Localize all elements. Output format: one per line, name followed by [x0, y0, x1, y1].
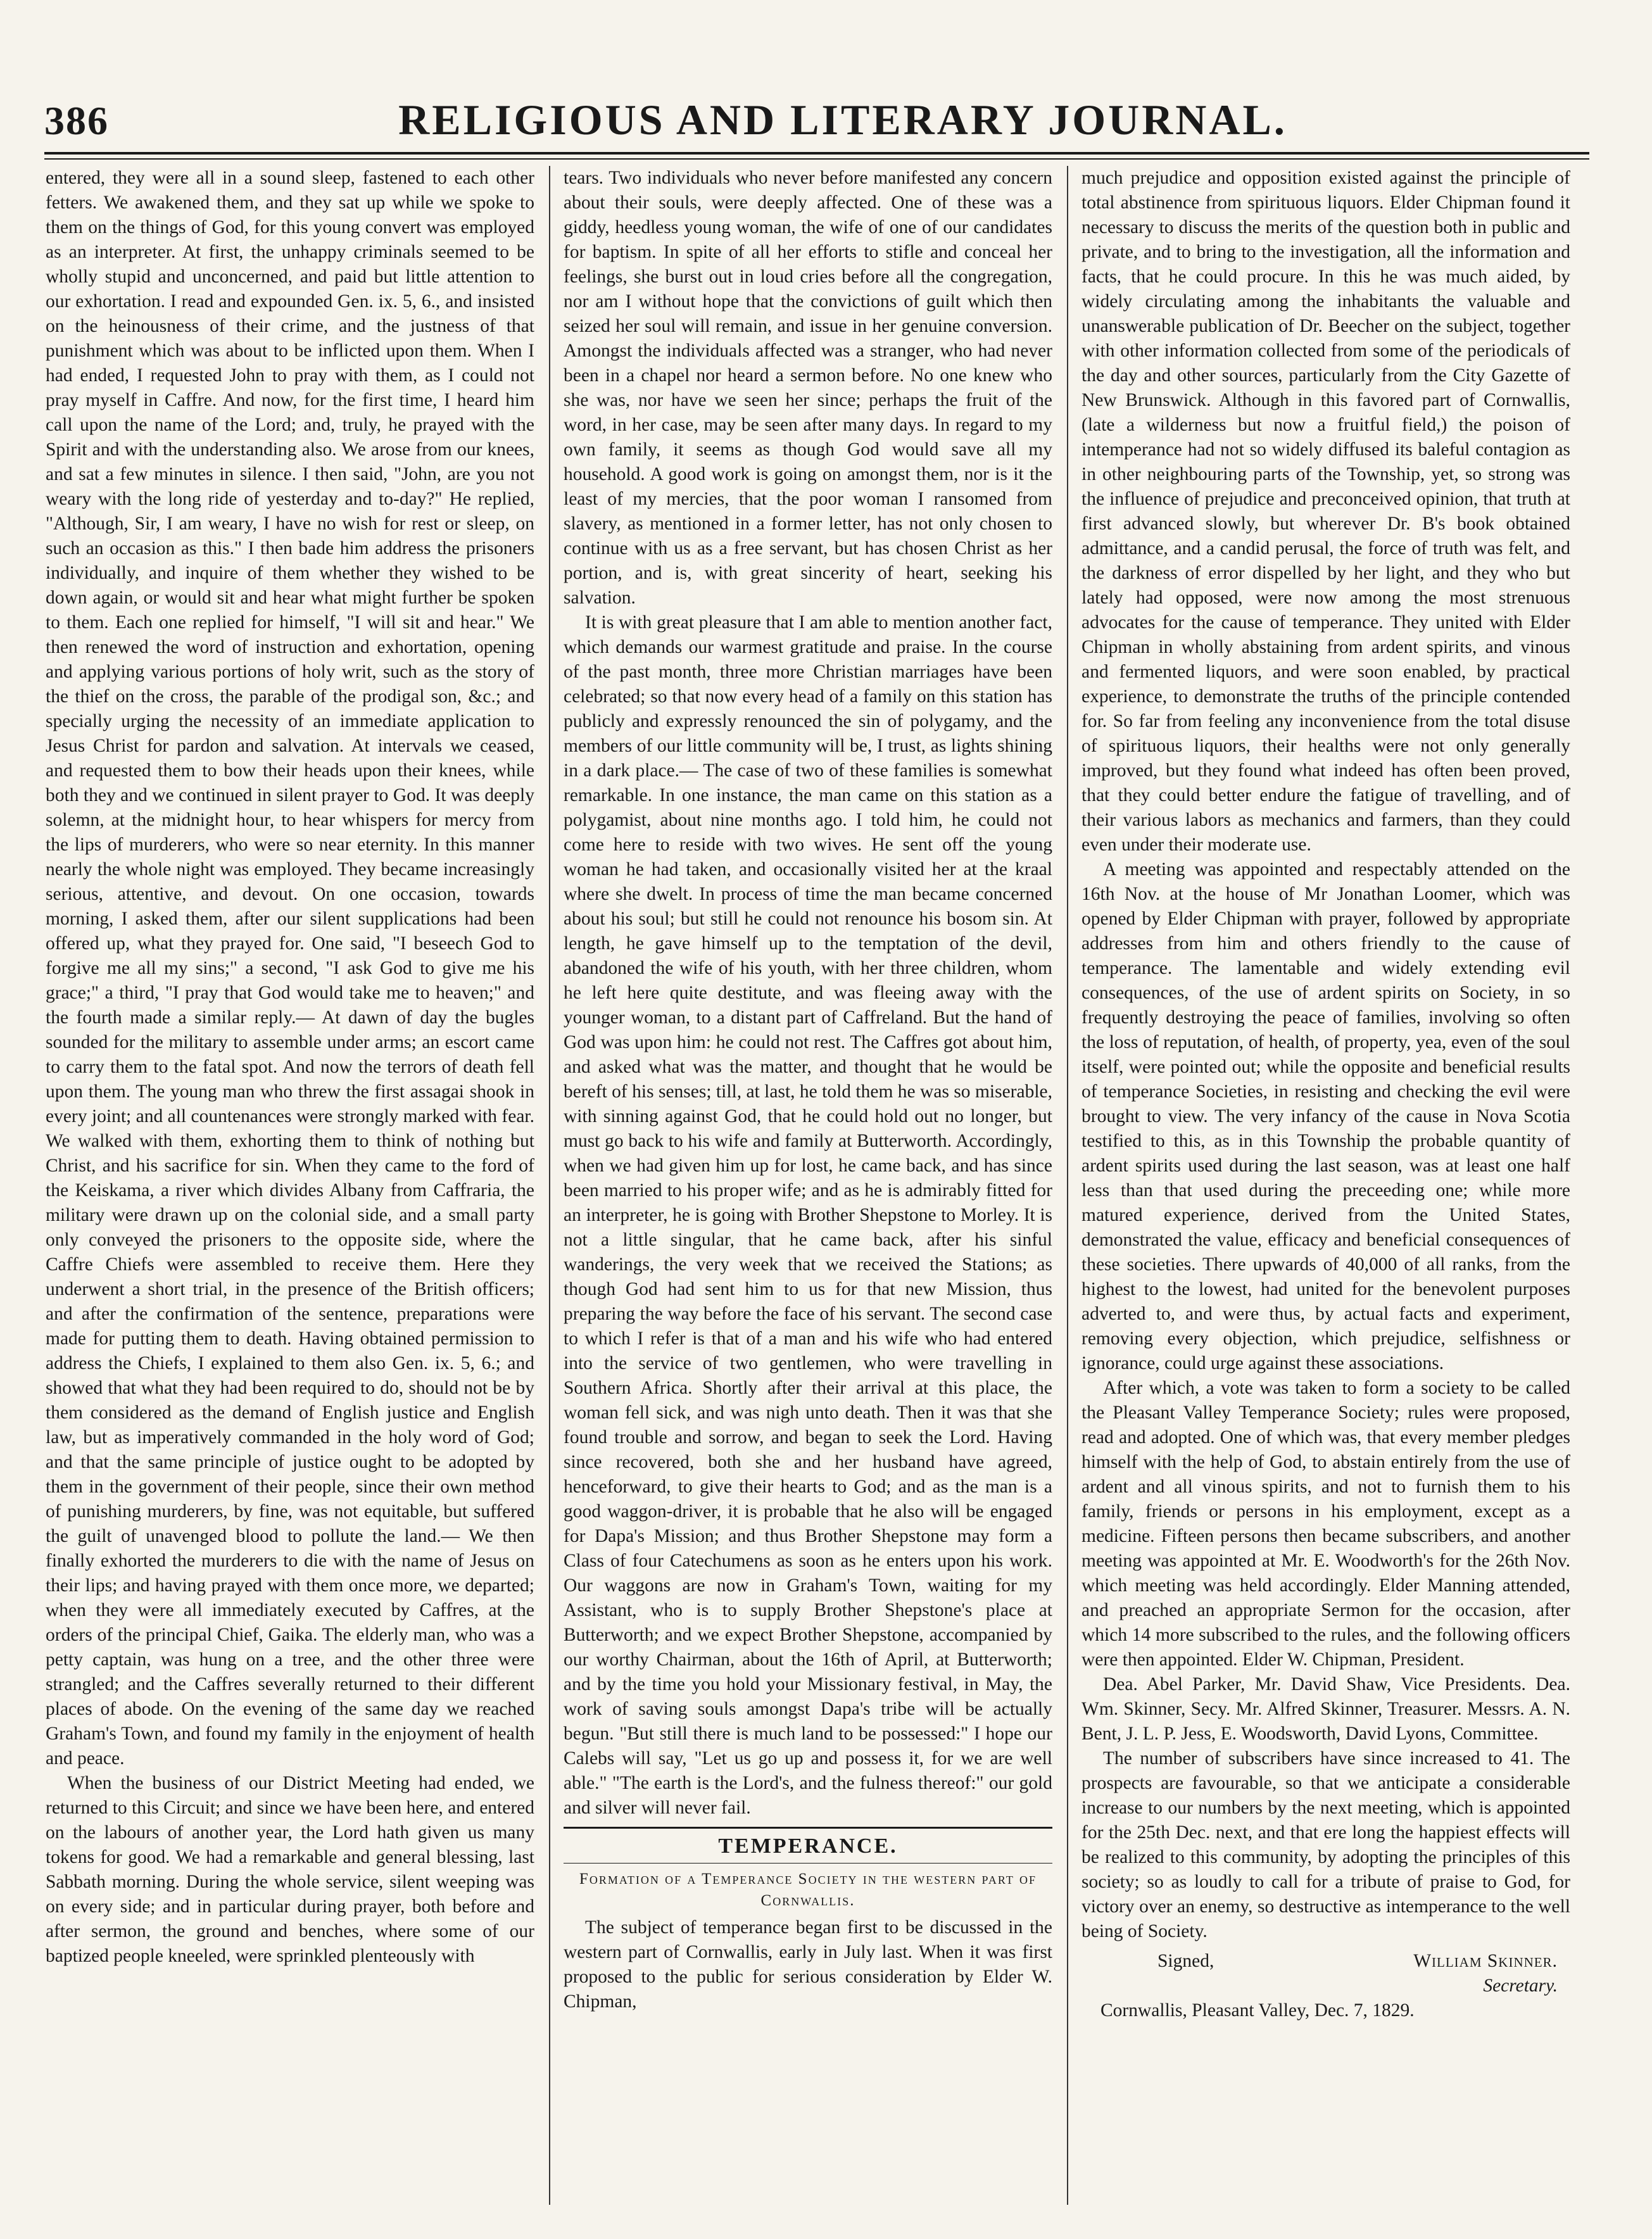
- journal-title: RELIGIOUS AND LITERARY JOURNAL.: [398, 96, 1287, 144]
- paragraph: entered, they were all in a sound sleep, fastened to each other fetters. We awakened them, and they sat up while we spoke to them on the things of God, for this young convert was employed as an interpreter. At first, the unhappy criminals seemed to be wholly stupid and unconcerned, and paid but little attention to our exhortation. I read and expounded Gen. ix. 5, 6., and insisted on the heinousness of their crime, and the justness of that punishment which was about to be inflicted upon them. When I had ended, I requested John to pray with them, as I could not pray myself in Caffre. And now, for the first time, I heard him call upon the name of the Lord; and, truly, he prayed with the Spirit and with the understanding also. We arose from our knees, and sat a few minutes in silence. I then said, "John, are you not weary with the long ride of yesterday and to-day?" He replied, "Although, Sir, I am weary, I have no wish for rest or sleep, on such an occasion as this." I then bade him address the prisoners individually, and inquire of them whether they wished to be down again, or would sit and hear what might further be spoken to them. Each one replied for himself, "I will sit and hear." We then renewed the word of instruction and exhortation, opening and applying various portions of holy writ, such as the story of the thief on the cross, the parable of the prodigal son, &c.; and specially urging the necessity of an immediate application to Jesus Christ for pardon and salvation. At intervals we ceased, and requested them to bow their heads upon their knees, while both they and we continued in silent prayer to God. It was deeply solemn, at the midnight hour, to hear whispers for mercy from the lips of murderers, who were so near eternity. In this manner nearly the whole night was employed. They became increasingly serious, attentive, and devout. On one occasion, towards morning, I asked them, after our silent supplications had been offered up, what they prayed for. One said, "I beseech God to forgive me all my sins;" a second, "I ask God to give me his grace;" a third, "I pray that God would take me to heaven;" and the fourth made a similar reply.— At dawn of day the bugles sounded for the military to assemble under arms; an escort came to carry them to the fatal spot. And now the terrors of death fell upon them. The young man who threw the first assagai shook in every joint; and all countenances were strongly marked with fear. We walked with them, exhorting them to think of nothing but Christ, and his sacrifice for sin. When they came to the ford of the Keiskama, a river which divides Albany from Caffraria, the military were drawn up on the colonial side, and a small party only conveyed the prisoners to the opposite side, where the Caffre Chiefs were assembled to receive them. Here they underwent a short trial, in the presence of the British officers; and after the confirmation of the sentence, preparations were made for putting them to death. Having obtained permission to address the Chiefs, I explained to them also Gen. ix. 5, 6.; and showed that what they had been required to do, should not be by them considered as the demand of English justice and English law, but as imperatively commanded in the holy word of God; and that the same principle of justice ought to be adopted by them in the government of their people, since their own method of punishing murderers, by fine, was not equitable, but suffered the guilt of unavenged blood to pollute the land.— We then finally exhorted the murderers to die with the name of Jesus on their lips; and having prayed with them once more, we departed; when they were all immediately executed by Caffres, at the orders of the principal Chief, Gaika. The elderly man, who was a petty captain, was hung on a tree, and the other three were strangled; and the Caffres severally returned to their different places of abode. On the evening of the same day we reached Graham's Town, and found my family in the enjoyment of health and peace.: [46, 168, 534, 1769]
- header-rule-thick: [44, 152, 1589, 155]
- page-number: 386: [44, 98, 109, 143]
- section-title: TEMPERANCE.: [718, 1834, 898, 1858]
- column-middle: [564, 166, 1052, 2205]
- dateline: Cornwallis, Pleasant Valley, Dec. 7, 1829.: [1100, 2000, 1415, 2021]
- paragraph: When the business of our District Meeting had ended, we returned to this Circuit; and since we have been here, and entered on the labours of another year, the Lord hath given us many tokens for good. We had a remarkable and general blessing, last Sabbath morning. During the whole service, silent weeping was on every side; and in particular during prayer, both before and after sermon, the ground and benches, where some of our baptized people kneeled, were sprinkled plenteously with: [46, 1773, 534, 1966]
- paragraph: tears. Two individuals who never before manifested any concern about their souls, were deeply affected. One of these was a giddy, heedless young woman, the wife of one of our candidates for baptism. In spite of all her efforts to stifle and conceal her feelings, she burst out in loud cries before all the congregation, nor am I without hope that the convictions of guilt which then seized her soul will remain, and issue in her genuine conversion. Amongst the individuals affected was a stranger, who had never been in a chapel nor heard a sermon before. No one knew who she was, nor have we seen her since; perhaps the fruit of the word, in her case, may be seen after many days. In regard to my own family, it seems as though God would save all my household. A good work is going on amongst them, nor is it the least of my mercies, that the poor woman I ransomed from slavery, as mentioned in a former letter, has not only chosen to continue with us as a free servant, but has chosen Christ as her portion, and is, with great sincerity of heart, seeking his salvation.: [564, 168, 1052, 608]
- column-divider: [1067, 166, 1068, 2205]
- running-head: [44, 95, 1577, 146]
- paragraph: much prejudice and opposition existed against the principle of total abstinence from spirituous liquors. Elder Chipman found it necessary to discuss the merits of the question both in public and private, and to bring to the investigation, all the information and facts, that he could procure. In this he was much aided, by widely circulating among the inhabitants the valuable and unanswerable publication of Dr. Beecher on the subject, together with other information collected from some of the periodicals of the day and other sources, particularly from the City Gazette of New Brunswick. Although in this favored part of Cornwallis, (late a wilderness but now a fruitful field,) the poison of intemperance had not so widely diffused its baleful contagion as in other neighbouring parts of the Township, yet, so strong was the influence of prejudice and preconceived opinion, that truth at first advanced slowly, but wherever Dr. B's book obtained admittance, and a candid perusal, the force of truth was felt, and the darkness of error dispelled by her light, and they who but lately had opposed, were now among the most strenuous advocates for the cause of temperance. They united with Elder Chipman in wholly abstaining from ardent spirits, and vinous and fermented liquors, and were soon enabled, by practical experience, to demonstrate the truths of the principle contended for. So far from feeling any inconvenience from the total disuse of spirituous liquors, their healths were not only generally improved, but they found what indeed has often been proved, that they could better endure the fatigue of travelling, and of their various labors as mechanics and farmers, than they could even under their moderate use.: [1081, 168, 1570, 855]
- signature-line: [1081, 1949, 1570, 1974]
- section-rule: [564, 1827, 1052, 1829]
- text-columns: [46, 166, 1591, 2205]
- paragraph: It is with great pleasure that I am able to mention another fact, which demands our warmest gratitude and praise. In the course of the past month, three more Christian marriages have been celebrated; so that now every head of a family on this station has publicly and expressly renounced the sin of polygamy, and the members of our little community will be, I trust, as lights shining in a dark place.— The case of two of these families is somewhat remarkable. In one instance, the man came on this station as a polygamist, about nine months ago. I told him, he could not come here to reside with two wives. He sent off the young woman he had taken, and occasionally visited her at the kraal where she dwelt. In process of time the man became concerned about his soul; but still he could not renounce his bosom sin. At length, he gave himself up to the temptation of the devil, abandoned the wife of his youth, with her three children, whom he left here quite destitute, and was fleeing away with the younger woman, to a distant part of Caffreland. But the hand of God was upon him: he could not rest. The Caffres got about him, and asked what was the matter, and thought that he would be bereft of his senses; till, at last, he told them he was so miserable, with sinning against God, that he could hold out no longer, but must go back to his wife and family at Butterworth. Accordingly, when we had given him up for lost, he came back, and has since been married to his proper wife; and as he is admirably fitted for an interpreter, he is going with Brother Shepstone to Morley. It is not a little singular, that he came back, after his sinful wanderings, the very week that we received the Stations; as though God had sent him to us for that new Mission, thus preparing the way before the face of his servant. The second case to which I refer is that of a man and his wife who had entered into the service of two gentlemen, who were travelling in Southern Africa. Shortly after their arrival at this place, the woman fell sick, and was nigh unto death. Then it was that she found trouble and sorrow, and began to seek the Lord. Having since recovered, both she and her husband have agreed, henceforward, to give their hearts to God; and as the man is a good waggon-driver, it is probable that he also will be engaged for Dapa's Mission; and thus Brother Shepstone may form a Class of four Catechumens as soon as he enters upon his work. Our waggons are now in Graham's Town, waiting for my Assistant, who is to supply Brother Shepstone's place at Butterworth; and we expect Brother Shepstone, accompanied by our worthy Chairman, about the 16th of April, at Butterworth; and by the time you hold your Missionary festival, in May, the work of saving souls amongst Dapa's tribe will be actually begun. "But still there is much land to be possessed:" I hope our Calebs will say, "Let us go up and possess it, for we are well able." "The earth is the Lord's, and the fulness thereof:" our gold and silver will never fail.: [564, 612, 1052, 1818]
- paragraph: The number of subscribers have since increased to 41. The prospects are favourable, so that we anticipate a considerable increase to our numbers by the next meeting, which is appointed for the 25th Dec. next, and that ere long the happiest effects will be realized to this community, by adopting the principles of this society; so as loudly to call for a tribute of praise to God, for victory over an enemy, so destructive as intemperance to the well being of Society.: [1081, 1748, 1570, 1941]
- column-divider: [549, 166, 550, 2205]
- paragraph: The subject of temperance began first to be discussed in the western part of Cornwallis, early in July last. When it was first proposed to the public for serious consideration by Elder W. Chipman,: [564, 1917, 1052, 2012]
- paragraph: After which, a vote was taken to form a society to be called the Pleasant Valley Temperance Society; rules were proposed, read and adopted. One of which was, that every member pledges himself with the help of God, to abstain entirely from the use of ardent and all vinous spirits, and not to furnish them to his family, friends or persons in his employment, except as a medicine. Fifteen persons then became subscribers, and another meeting was appointed at Mr. E. Woodworth's for the 26th Nov. which meeting was held accordingly. Elder Manning attended, and preached an appropriate Sermon for the occasion, after which 14 more subscribed to the rules, and the following officers were then appointed. Elder W. Chipman, President.: [1081, 1378, 1570, 1670]
- header-rule-thin: [44, 158, 1589, 160]
- signatory-office: Secretary.: [1483, 1976, 1558, 1996]
- article-heading: Formation of a Temperance Society in the western part of Cornwallis.: [579, 1870, 1037, 1909]
- paragraph: Dea. Abel Parker, Mr. David Shaw, Vice Presidents. Dea. Wm. Skinner, Secy. Mr. Alfred Skinner, Treasurer. Messrs. A. N. Bent, J. L. P. Jess, E. Woodsworth, David Lyons, Committee.: [1081, 1674, 1570, 1744]
- paragraph: A meeting was appointed and respectably attended on the 16th Nov. at the house of Mr Jonathan Loomer, which was opened by Elder Chipman with prayer, followed by appropriate addresses from him and others friendly to the cause of temperance. The lamentable and widely extending evil consequences, of the use of ardent spirits on Society, in so frequently destroying the peace of families, involving so often the loss of reputation, of health, of property, yea, even of the soul itself, were pointed out; while the opposite and beneficial results of temperance Societies, in resisting and checking the evil were brought to view. The very infancy of the cause in Nova Scotia testified to this, as in this Township the probable quantity of ardent spirits used during the last season, was at least one half less than that used during the preceeding one; while more matured experience, derived from the United States, demonstrated the value, efficacy and beneficial consequences of these societies. There upwards of 40,000 of all ranks, from the highest to the lowest, had united for the benevolent purposes adverted to, and were thus, by actual facts and experiment, removing every objection, which prejudice, selfishness or ignorance, could urge against these associations.: [1081, 859, 1570, 1373]
- signature-block: [1081, 1949, 1570, 2023]
- section-rule: [564, 1863, 1052, 1864]
- signatory-name: William Skinner.: [1413, 1951, 1558, 1971]
- column-left: [46, 166, 534, 2205]
- signed-label: Signed,: [1157, 1951, 1214, 1971]
- column-right: [1081, 166, 1570, 2205]
